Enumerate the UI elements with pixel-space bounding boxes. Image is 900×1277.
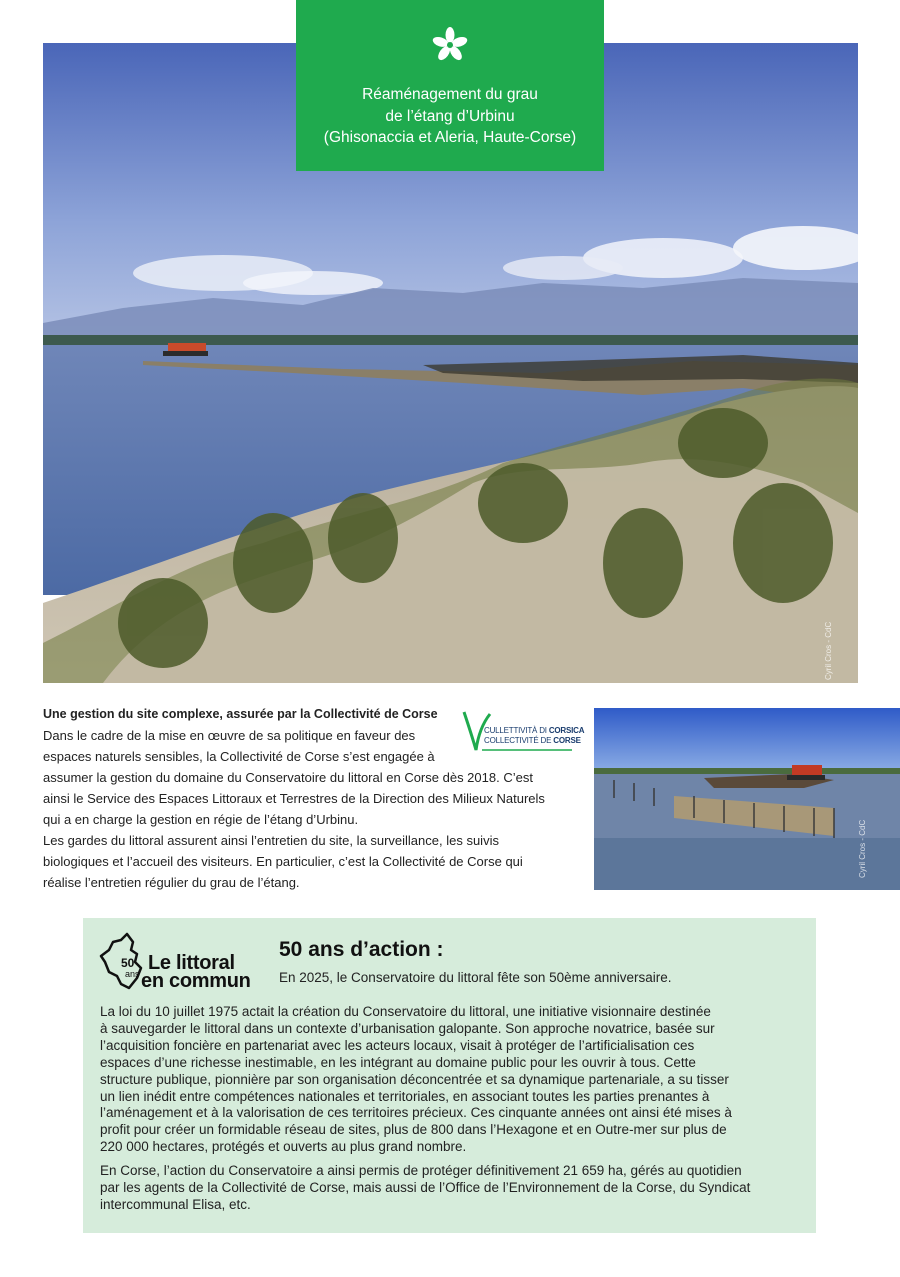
side-photo-credit: Cyril Cros - CdC xyxy=(858,819,867,878)
article-line: qui a en charge la gestion en régie de l’étang d’Urbinu. xyxy=(43,812,359,827)
paragraph-line: La loi du 10 juillet 1975 actait la création du Conservatoire du littoral, une initiative visionnaire destinée xyxy=(100,1004,711,1019)
anniversary-title: 50 ans d’action : xyxy=(279,938,444,961)
paragraph-line: 220 000 hectares, protégés et ouverts au plus grand nombre. xyxy=(100,1139,467,1155)
hero-photo-credit: Cyril Cros - CdC xyxy=(824,621,833,680)
littoral-en-commun-logo xyxy=(99,932,269,992)
paragraph-line: profit pour créer un formidable réseau de sites, plus de 800 dans l’Hexagone et en Outre-mer sur plus de xyxy=(100,1122,727,1138)
article-line: espaces naturels sensibles, la Collectivité de Corse s’est engagée à xyxy=(43,749,435,764)
anniversary-box xyxy=(83,918,816,1233)
article-heading: Une gestion du site complexe, assurée par la Collectivité de Corse xyxy=(43,707,438,721)
article-line: réalise l’entretien régulier du grau de l’étang. xyxy=(43,875,300,890)
excavator-works-image xyxy=(594,708,900,890)
paragraph-line: l’acquisition foncière en partenariat avec les acteurs locaux, visait à protéger de l’artificialisation ces xyxy=(100,1037,695,1053)
article-line: biologiques et l’accueil des visiteurs. En particulier, c’est la Collectivité de Corse qui xyxy=(43,854,523,869)
paragraph-line: à sauvegarder le littoral dans un contexte d’urbanisation galopante. Son approche novatrice, basée sur xyxy=(100,1020,715,1036)
ctc-logo-line-2-prefix: COLLECTIVITÉ DE xyxy=(484,736,554,745)
paragraph-line: intercommunal Elisa, etc. xyxy=(100,1196,251,1212)
paragraph-line: En Corse, l’action du Conservatoire a ainsi permis de protéger définitivement 21 659 ha, gérés au quotidien xyxy=(100,1163,742,1178)
anniversary-paragraph-1 xyxy=(100,1004,812,1156)
ctc-logo-line-2 xyxy=(484,736,581,745)
article-line: ainsi le Service des Espaces Littoraux et Terrestres de la Direction des Milieux Naturels xyxy=(43,791,545,806)
title-line-2: de l’étang d’Urbinu xyxy=(385,108,515,125)
title-line-1: Réaménagement du grau xyxy=(362,86,538,103)
article-line: Les gardes du littoral assurent ainsi l’entretien du site, la surveillance, les suivis xyxy=(43,833,499,848)
ctc-logo-line-1-prefix: CULLETTIVITÀ DI xyxy=(484,726,549,735)
article-line xyxy=(43,725,454,746)
paragraph-line: espaces d’une richesse inestimable, en les intégrant au domaine public pour les ouvrir à tous. Cette xyxy=(100,1054,696,1070)
title-box xyxy=(296,0,604,171)
logo-line-2: en commun xyxy=(141,970,251,992)
ctc-logo-line-2-strong: CORSE xyxy=(553,736,581,745)
paragraph-line: structure publique, pionnière par son organisation déconcentrée et sa dynamique partenariale, a su tisser xyxy=(100,1071,729,1087)
side-photo-works xyxy=(594,708,900,890)
article-line: assumer la gestion du domaine du Conservatoire du littoral en Corse dès 2018. C’est xyxy=(43,770,533,785)
title-line-3: (Ghisonaccia et Aleria, Haute-Corse) xyxy=(323,129,577,146)
paragraph-line: un lien inédit entre compétences nationales et territoriales, en associant toutes les parties prenantes à xyxy=(100,1088,710,1104)
conservatoire-flower-icon xyxy=(432,27,468,63)
anniversary-subtitle: En 2025, le Conservatoire du littoral fête son 50ème anniversaire. xyxy=(279,970,672,985)
article-line-text: Dans le cadre de la mise en œuvre de sa politique en faveur des xyxy=(43,728,416,743)
anniversary-paragraph-2 xyxy=(100,1163,812,1214)
collectivite-de-corse-logo xyxy=(460,706,585,758)
logo-line-1: Le littoral xyxy=(148,952,235,974)
logo-ans-label: ans xyxy=(125,969,140,979)
paragraph-line: par les agents de la Collectivité de Corse, mais aussi de l’Office de l’Environnement de la Corse, du Syndicat xyxy=(100,1179,751,1195)
paragraph-line: l’aménagement et à la valorisation de ces territoires précieux. Ces cinquante années ont ainsi été mises à xyxy=(100,1105,732,1121)
ctc-logo-line-1 xyxy=(484,726,584,735)
ctc-logo-line-1-strong: CORSICA xyxy=(548,726,585,735)
logo-50-number: 50 xyxy=(121,956,135,970)
